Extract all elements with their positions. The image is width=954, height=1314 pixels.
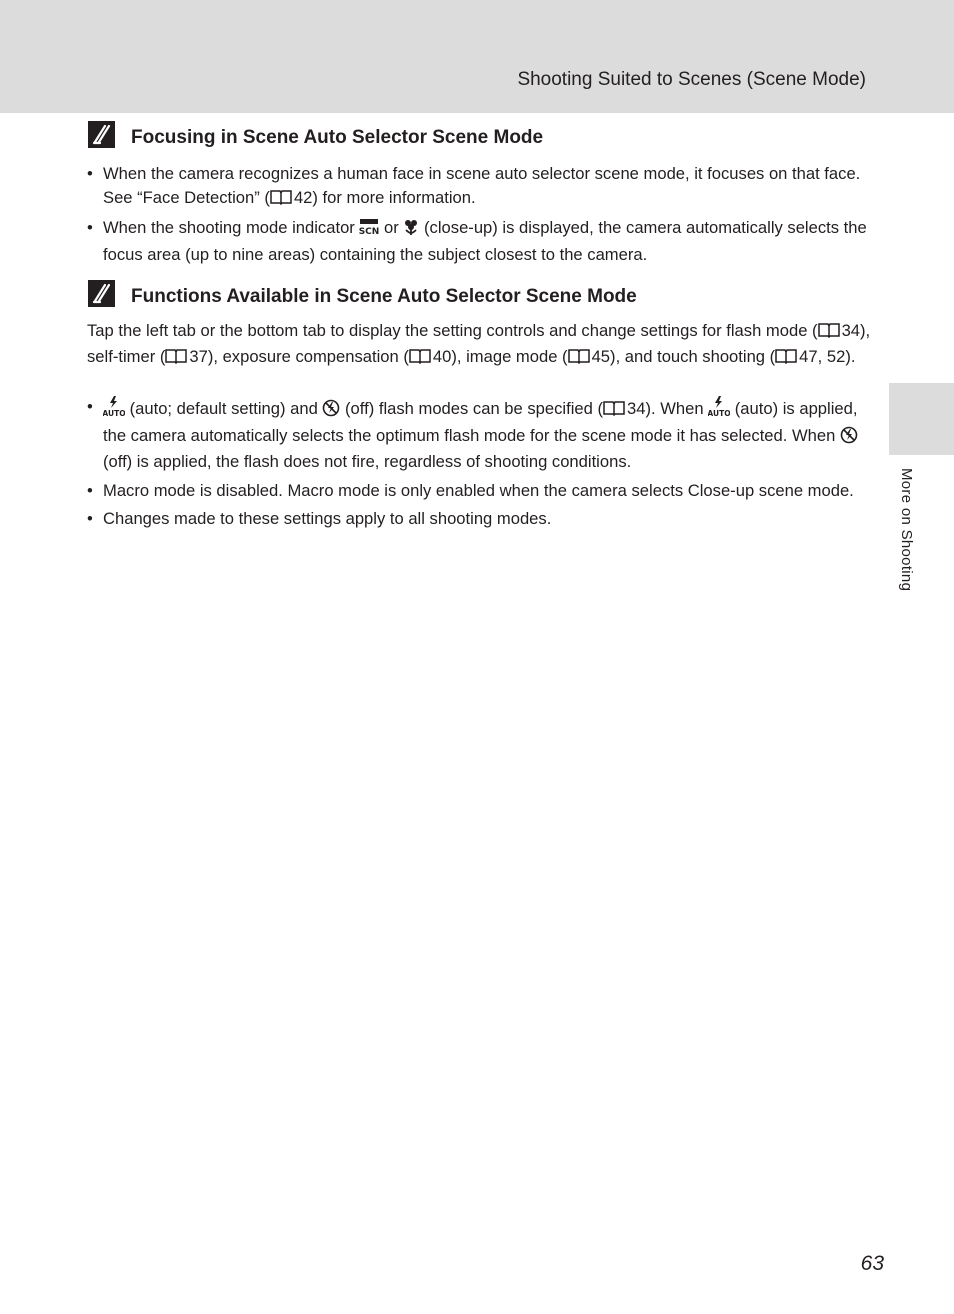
book-reference-icon xyxy=(568,347,590,371)
book-reference-icon xyxy=(165,347,187,371)
flash-off-icon xyxy=(840,426,858,451)
book-reference-icon xyxy=(603,399,625,423)
flash-auto-icon xyxy=(708,395,730,424)
header-band xyxy=(0,0,954,113)
svg-text:AUTO: AUTO xyxy=(708,409,731,417)
svg-text:AUTO: AUTO xyxy=(103,409,125,417)
list-item: • When the camera recognizes a human face in scene auto selector scene mode, it focuses on that face. See “Face Detection” ( 42) for more information. xyxy=(87,162,872,211)
bullet-marker: • xyxy=(87,218,93,237)
flash-auto-icon xyxy=(103,395,125,424)
side-section-label: More on Shooting xyxy=(898,468,915,592)
bullet-marker: • xyxy=(87,397,93,416)
close-up-flower-icon xyxy=(403,218,419,243)
bullet-marker: • xyxy=(87,509,93,528)
side-section-tab xyxy=(889,383,954,455)
pencil-note-icon xyxy=(88,280,115,307)
book-reference-icon xyxy=(409,347,431,371)
svg-text:SCN: SCN xyxy=(359,227,380,236)
page-header-title: Shooting Suited to Scenes (Scene Mode) xyxy=(517,69,866,90)
list-item: • Macro mode is disabled. Macro mode is only enabled when the camera selects Close-up scene mode. xyxy=(87,479,872,503)
book-reference-icon xyxy=(270,188,292,212)
section-heading-focusing: Focusing in Scene Auto Selector Scene Mode xyxy=(131,127,544,148)
list-item: • Changes made to these settings apply to all shooting modes. xyxy=(87,507,872,531)
bullet-marker: • xyxy=(87,164,93,183)
page-number: 63 xyxy=(860,1252,884,1275)
section-heading-functions: Functions Available in Scene Auto Selector Scene Mode xyxy=(131,286,637,307)
bullet-marker: • xyxy=(87,480,93,500)
scene-auto-indicator-icon xyxy=(359,218,379,243)
book-reference-icon xyxy=(818,321,840,345)
list-item: • AUTO (auto; default setting) and (off) flash modes can be specified ( 34). When AUTO (auto) is applied, the camera automatically selects the optimum flash mode for the scene mode it has selected. When (off) is applied, the flash does not fire, regardless of shooting conditions. xyxy=(87,397,858,471)
list-item: • When the shooting mode indicator SCN or (close-up) is displayed, the camera automatically selects the focus area (up to nine areas) containing the subject closest to the camera. xyxy=(87,218,867,264)
functions-intro-paragraph: Tap the left tab or the bottom tab to display the setting controls and change settings for flash mode ( 34), self-timer ( 37), exposure compensation ( 40), image mode ( 45), and touch shooting ( 47, 52). xyxy=(87,319,872,370)
book-reference-icon xyxy=(775,347,797,371)
functions-bullet-list xyxy=(87,395,872,536)
focusing-bullet-list xyxy=(87,162,872,271)
pencil-note-icon xyxy=(88,121,115,148)
flash-off-icon xyxy=(322,399,340,424)
